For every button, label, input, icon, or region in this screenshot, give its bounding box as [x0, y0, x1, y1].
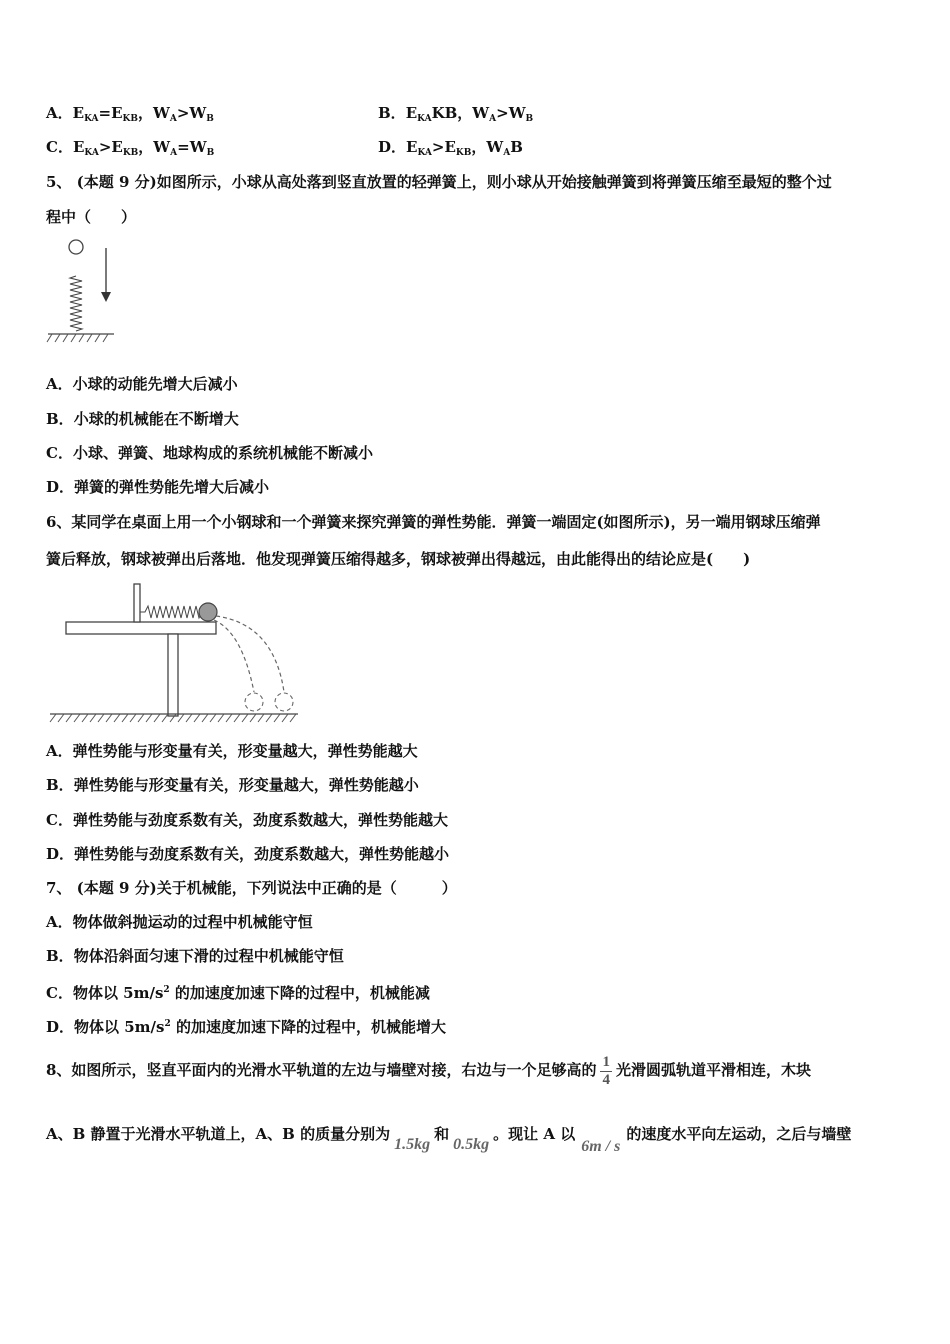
q5-option-d: D．弹簧的弹性势能先增大后减小: [46, 478, 270, 496]
q7-option-b: B．物体沿斜面匀速下滑的过程中机械能守恒: [46, 947, 344, 965]
fall-arrow-head: [101, 292, 111, 302]
horizontal-spring: [140, 606, 207, 618]
q5-stem-line2: 程中（ ）: [46, 208, 137, 226]
q5-option-b: B．小球的机械能在不断增大: [46, 410, 239, 428]
q5-option-a: A．小球的动能先增大后减小: [46, 375, 238, 393]
q5-ground-hatch: [47, 334, 108, 342]
q4-option-d: D．$E_{KA}>E_{KB}$，$W_AB$: [378, 138, 523, 158]
q6-option-c: C．弹性势能与劲度系数有关，劲度系数越大，弹性势能越大: [46, 811, 448, 829]
q6-option-d: D．弹性势能与劲度系数有关，劲度系数越大，弹性势能越小: [46, 845, 450, 863]
mass-a-value: 1.5kg: [394, 1136, 431, 1153]
q7-option-a: A．物体做斜抛运动的过程中机械能守恒: [46, 913, 313, 931]
table-leg: [168, 634, 178, 716]
q6-stem-line1: 6、某同学在桌面上用一个小钢球和一个弹簧来探究弹簧的弹性势能．弹簧一端固定(如图所示)，另一端用钢球压缩弹: [46, 513, 821, 531]
q7-option-d: D．物体以 $5m/s^2$ 的加速度加速下降的过程中，机械能增大: [46, 1018, 446, 1036]
speed-value: 6m / s: [581, 1138, 621, 1155]
vertical-spring: [70, 276, 82, 331]
q4-option-a-text: $E_{KA}=E_{KB}$，$W_A>W_B$: [72, 104, 214, 124]
q4-option-d-text: $E_{KA}>E_{KB}$，$W_AB$: [406, 138, 523, 158]
q4-option-b: B．$E_{KA}KB$，$W_A>W_B$: [378, 104, 534, 124]
landing-ball-near: [245, 693, 263, 711]
falling-ball: [69, 240, 83, 254]
q4-option-b-text: $E_{KA}KB$，$W_A>W_B$: [405, 104, 534, 124]
q5-spring-ball-figure: [44, 236, 116, 346]
q7-stem: 7、 (本题 9 分)关于机械能，下列说法中正确的是（ ）: [46, 879, 457, 897]
q4-option-c: C．$E_{KA}>E_{KB}$，$W_A=W_B$: [46, 138, 215, 158]
q8-line2: A、B 静置于光滑水平轨道上，A、B 的质量分别为1.5kg和0.5kg。现让 A 以6m / s的速度水平向左运动，之后与墙壁: [46, 1125, 852, 1155]
wall-block: [134, 584, 140, 622]
landing-ball-far: [275, 693, 293, 711]
q7-option-c: C．物体以 $5m/s^2$ 的加速度加速下降的过程中，机械能减: [46, 984, 430, 1002]
trajectory-near: [214, 620, 254, 692]
q6-table-spring-figure: [44, 580, 304, 730]
q4-option-c-text: $E_{KA}>E_{KB}$，$W_A=W_B$: [72, 138, 215, 158]
q6-option-b: B．弹性势能与形变量有关，形变量越大，弹性势能越小: [46, 776, 419, 794]
mass-b-value: 0.5kg: [453, 1136, 490, 1153]
table-top: [66, 622, 216, 634]
q5-option-c: C．小球、弹簧、地球构成的系统机械能不断减小: [46, 444, 373, 462]
q4-option-a: A．$E_{KA}=E_{KB}$，$W_A>W_B$: [46, 104, 214, 124]
q8-line1: 8、如图所示，竖直平面内的光滑水平轨道的左边与墙壁对接，右边与一个足够高的 $\frac{1}{4}$ 光滑圆弧轨道平滑相连，木块: [46, 1053, 811, 1088]
q5-stem-line1: 5、 (本题 9 分)如图所示，小球从高处落到竖直放置的轻弹簧上，则小球从开始接触弹簧到将弹簧压缩至最短的整个过: [46, 173, 832, 191]
q6-option-a: A．弹性势能与形变量有关，形变量越大，弹性势能越大: [46, 742, 418, 760]
steel-ball: [199, 603, 217, 621]
quarter-fraction: $\frac{1}{4}$: [602, 1053, 610, 1088]
q6-stem-line2: 簧后释放，钢球被弹出后落地．他发现弹簧压缩得越多，钢球被弹出得越远，由此能得出的结论应是( ): [46, 550, 751, 568]
